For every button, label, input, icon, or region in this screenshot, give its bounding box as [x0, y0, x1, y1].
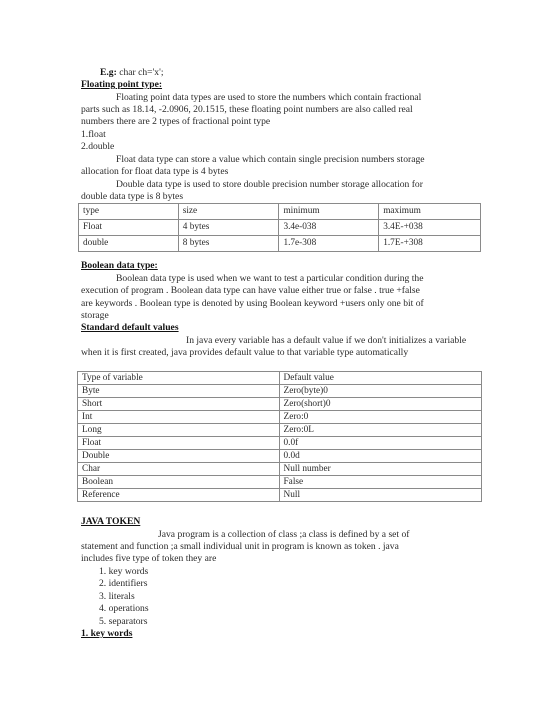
float-type-item: 1.float	[81, 129, 106, 140]
token-list-item: 4. operations	[99, 603, 149, 614]
table-cell: False	[279, 476, 481, 489]
table-cell: Reference	[78, 489, 280, 502]
double-desc-line: double data type is 8 bytes	[81, 191, 184, 202]
table-row	[78, 411, 482, 424]
default-para-line: In java every variable has a default value if we don't initializes a variable	[186, 335, 467, 346]
table-header-row	[79, 204, 481, 220]
table-cell: 3.4e-038	[279, 220, 379, 236]
table-row	[78, 398, 482, 411]
table-row	[78, 437, 482, 450]
java-token-para-line: Java program is a collection of class ;a class is defined by a set of	[158, 529, 410, 540]
table-cell: 1.7e-308	[279, 236, 379, 252]
token-list-item: 3. literals	[99, 591, 135, 602]
header-cell: type	[79, 204, 179, 220]
table-cell: Float	[78, 437, 280, 450]
table-cell: Null	[279, 489, 481, 502]
example-code: char ch='x';	[119, 67, 164, 78]
table-row	[78, 424, 482, 437]
header-cell: size	[178, 204, 279, 220]
java-token-para-line: statement and function ;a small individual unit in program is known as token . java	[81, 541, 399, 552]
key-words-heading: 1. key words	[81, 628, 133, 639]
example-line	[100, 67, 164, 79]
default-para-line: when it is first created, java provides default value to that variable type automatically	[81, 347, 409, 358]
table-cell: Short	[78, 398, 280, 411]
token-list-item: 5. separators	[99, 616, 148, 627]
table-cell: double	[79, 236, 179, 252]
header-cell: Type of variable	[78, 372, 280, 385]
float-desc-line: Float data type can store a value which contain single precision numbers storage	[116, 154, 425, 165]
double-desc-line: Double data type is used to store double precision number storage allocation for	[116, 179, 423, 190]
table-row	[79, 236, 481, 252]
table-cell: Int	[78, 411, 280, 424]
table-row	[78, 450, 482, 463]
floating-para-line: numbers there are 2 types of fractional point type	[81, 116, 271, 127]
boolean-para-line: Boolean data type is used when we want to test a particular condition during the	[116, 273, 424, 284]
header-cell: maximum	[379, 204, 481, 220]
table-cell: Zero(byte)0	[279, 385, 481, 398]
table-cell: Zero(short)0	[279, 398, 481, 411]
header-cell: minimum	[279, 204, 379, 220]
table-cell: 0.0f	[279, 437, 481, 450]
table-row	[78, 463, 482, 476]
table-cell: Byte	[78, 385, 280, 398]
float-desc-line: allocation for float data type is 4 bytes	[81, 166, 229, 177]
table-cell: Null number	[279, 463, 481, 476]
token-list-item: 2. identifiers	[99, 578, 148, 589]
table-cell: 1.7E-+308	[379, 236, 481, 252]
boolean-heading: Boolean data type:	[81, 260, 158, 271]
java-token-heading: JAVA TOKEN	[81, 516, 141, 527]
floating-para-line: Floating point data types are used to store the numbers which contain fractional	[116, 92, 422, 103]
table-row	[78, 476, 482, 489]
table-cell: 3.4E-+038	[379, 220, 481, 236]
default-values-table	[77, 371, 482, 502]
floating-para-line: parts such as 18.14, -2.0906, 20.1515, these floating point numbers are also called real	[81, 104, 413, 115]
table-cell: Long	[78, 424, 280, 437]
double-type-item: 2.double	[81, 141, 115, 152]
boolean-para-line: are keywords . Boolean type is denoted by using Boolean keyword +users only one bit of	[81, 298, 424, 309]
header-cell: Default value	[279, 372, 481, 385]
table-cell: Zero:0L	[279, 424, 481, 437]
table-cell: Boolean	[78, 476, 280, 489]
table-cell: Double	[78, 450, 280, 463]
boolean-para-line: execution of program . Boolean data type can have value either true or false . true +false	[81, 285, 420, 296]
default-values-heading: Standard default values	[81, 322, 179, 333]
table-cell: Char	[78, 463, 280, 476]
floating-point-heading: Floating point type:	[81, 79, 163, 90]
token-list-item: 1. key words	[99, 566, 149, 577]
table-cell: 0.0d	[279, 450, 481, 463]
table-cell: 4 bytes	[178, 220, 279, 236]
boolean-para-line: storage	[81, 310, 109, 321]
table-row	[78, 385, 482, 398]
java-token-para-line: includes five type of token they are	[81, 553, 217, 564]
table-header-row	[78, 372, 482, 385]
example-label: E.g:	[100, 67, 117, 78]
table-row	[78, 489, 482, 502]
table-cell: Zero:0	[279, 411, 481, 424]
table-cell: Float	[79, 220, 179, 236]
size-range-table	[78, 203, 481, 252]
table-row	[79, 220, 481, 236]
table-cell: 8 bytes	[178, 236, 279, 252]
